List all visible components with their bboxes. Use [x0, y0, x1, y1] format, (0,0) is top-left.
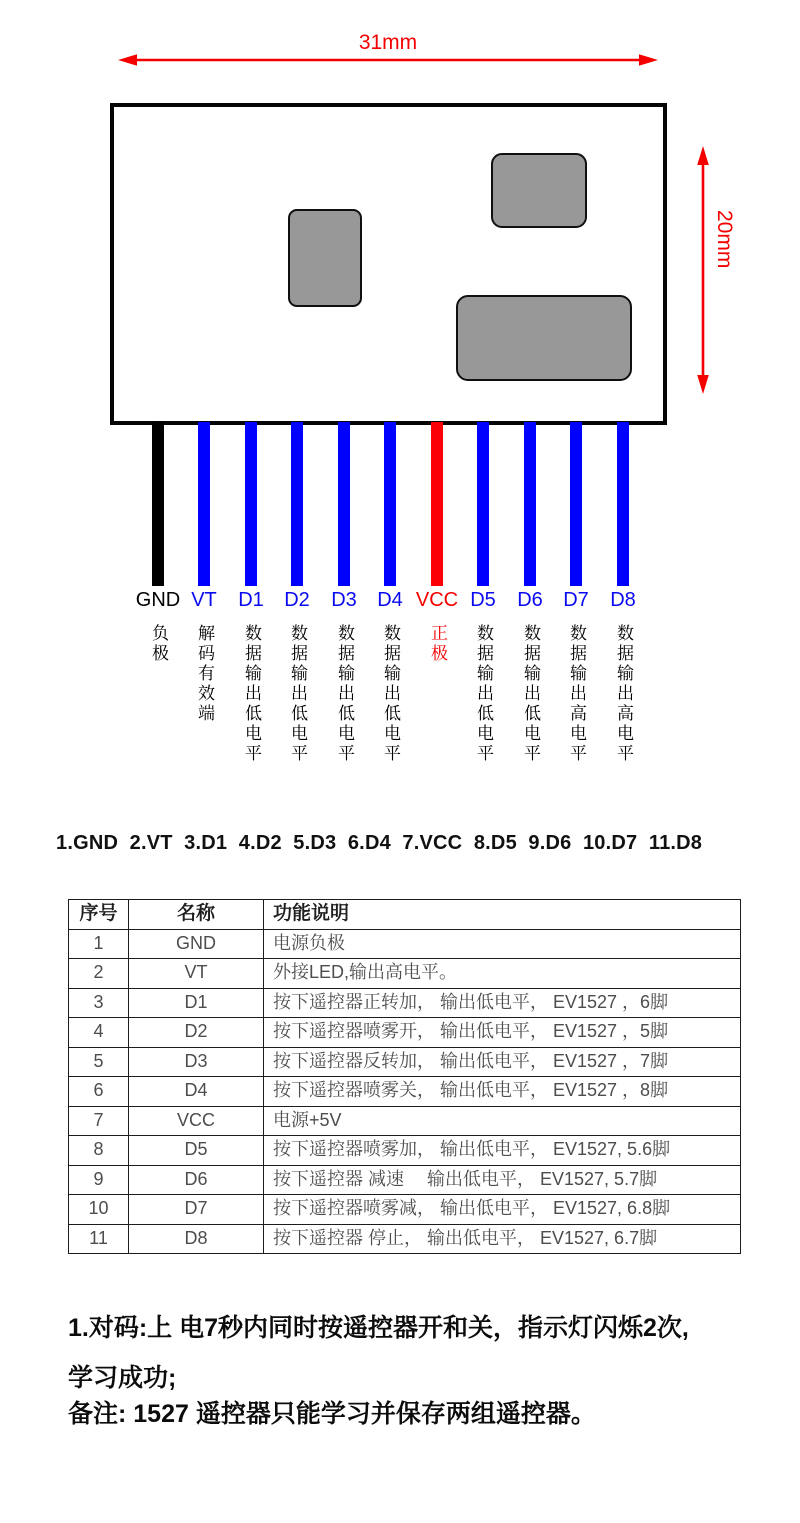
table-cell-desc: 按下遥控器正转加， 输出低电平， EV1527 ，6脚 [264, 988, 741, 1018]
table-cell-desc: 外接LED,输出高电平。 [264, 959, 741, 989]
table-row [69, 1165, 741, 1195]
table-cell-desc: 电源+5V [264, 1106, 741, 1136]
table-cell-index: 2 [69, 959, 129, 989]
table-cell-name: GND [129, 929, 264, 959]
pin-label: VCC [415, 589, 459, 611]
pin-label: D4 [377, 589, 403, 611]
table-cell-desc: 按下遥控器 减速 输出低电平， EV1527, 5.7脚 [264, 1165, 741, 1195]
component-block-portrait [288, 209, 362, 307]
table-cell-name: VT [129, 959, 264, 989]
pin-desc: 数据输出低电平 [521, 624, 540, 764]
table-cell-index: 4 [69, 1018, 129, 1048]
pin-function-table [68, 899, 741, 1254]
pin-label: D1 [238, 589, 264, 611]
table-cell-name: D2 [129, 1018, 264, 1048]
pin-desc: 数据输出低电平 [474, 624, 493, 764]
table-row [69, 929, 741, 959]
pin-wire [291, 422, 303, 586]
pin-wire [198, 422, 210, 586]
pin-desc: 数据输出低电平 [288, 624, 307, 764]
note-line: 1.对码:上 电7秒内同时按遥控器开和关，指示灯闪烁2次, [68, 1314, 689, 1342]
pin-desc: 数据输出低电平 [381, 624, 400, 764]
pin-desc: 数据输出高电平 [614, 624, 633, 764]
table-cell-index: 3 [69, 988, 129, 1018]
pin-wire [524, 422, 536, 586]
pin-wire [245, 422, 257, 586]
table-cell-desc: 按下遥控器喷雾关， 输出低电平， EV1527 ，8脚 [264, 1077, 741, 1107]
pin-desc: 负极 [149, 624, 168, 664]
pin-wire [570, 422, 582, 586]
table-cell-name: D4 [129, 1077, 264, 1107]
table-row [69, 1136, 741, 1166]
table-row [69, 1106, 741, 1136]
table-row [69, 1047, 741, 1077]
table-cell-desc: 电源负极 [264, 929, 741, 959]
table-header-index: 序号 [69, 900, 129, 930]
table-cell-index: 7 [69, 1106, 129, 1136]
table-cell-index: 9 [69, 1165, 129, 1195]
pin-desc: 正极 [428, 624, 447, 664]
table-row [69, 1018, 741, 1048]
table-cell-index: 5 [69, 1047, 129, 1077]
component-block-square [491, 153, 587, 228]
table-cell-index: 10 [69, 1195, 129, 1225]
pin-label: D3 [331, 589, 357, 611]
pin-wire [617, 422, 629, 586]
table-row [69, 1224, 741, 1254]
table-cell-index: 8 [69, 1136, 129, 1166]
pin-label: D6 [517, 589, 543, 611]
width-dimension-label: 31mm [358, 31, 418, 54]
pin-wire [384, 422, 396, 586]
pin-order-list: 1.GND 2.VT 3.D1 4.D2 5.D3 6.D4 7.VCC 8.D5 9.D6 10.D7 11.D8 [56, 832, 703, 854]
table-cell-name: D6 [129, 1165, 264, 1195]
height-dimension-arrow [696, 146, 710, 394]
table-row [69, 988, 741, 1018]
note-line: 学习成功; [68, 1364, 177, 1392]
table-header-desc: 功能说明 [264, 900, 741, 930]
pin-label: D8 [610, 589, 636, 611]
pin-wire [338, 422, 350, 586]
table-cell-index: 11 [69, 1224, 129, 1254]
pin-desc: 解码有效端 [195, 624, 214, 724]
table-header-row [69, 900, 741, 930]
table-cell-desc: 按下遥控器喷雾减， 输出低电平， EV1527, 6.8脚 [264, 1195, 741, 1225]
pin-label: D2 [284, 589, 310, 611]
table-cell-index: 1 [69, 929, 129, 959]
module-board-outline [110, 103, 667, 425]
pin-column-d8 [593, 422, 653, 764]
table-cell-desc: 按下遥控器 停止， 输出低电平， EV1527, 6.7脚 [264, 1224, 741, 1254]
component-block-landscape [456, 295, 632, 381]
note-line: 备注: 1527 遥控器只能学习并保存两组遥控器。 [68, 1400, 596, 1428]
table-cell-name: D7 [129, 1195, 264, 1225]
pin-label: GND [135, 589, 181, 611]
table-cell-name: D5 [129, 1136, 264, 1166]
pin-label: VT [191, 589, 217, 611]
height-dimension-label: 20mm [713, 210, 736, 269]
table-cell-name: D1 [129, 988, 264, 1018]
table-cell-name: D8 [129, 1224, 264, 1254]
pin-label: D7 [563, 589, 589, 611]
table-cell-name: VCC [129, 1106, 264, 1136]
table-row [69, 1195, 741, 1225]
table-cell-index: 6 [69, 1077, 129, 1107]
table-cell-name: D3 [129, 1047, 264, 1077]
table-row [69, 959, 741, 989]
table-row [69, 1077, 741, 1107]
pin-desc: 数据输出低电平 [335, 624, 354, 764]
table-cell-desc: 按下遥控器喷雾开， 输出低电平， EV1527 ，5脚 [264, 1018, 741, 1048]
pin-wire [477, 422, 489, 586]
pin-wire [431, 422, 443, 586]
pin-label: D5 [470, 589, 496, 611]
table-cell-desc: 按下遥控器反转加， 输出低电平， EV1527 ，7脚 [264, 1047, 741, 1077]
pin-wire [152, 422, 164, 586]
width-dimension-arrow [118, 53, 658, 67]
pin-desc: 数据输出高电平 [567, 624, 586, 764]
table-cell-desc: 按下遥控器喷雾加， 输出低电平， EV1527, 5.6脚 [264, 1136, 741, 1166]
table-header-name: 名称 [129, 900, 264, 930]
pin-desc: 数据输出低电平 [242, 624, 261, 764]
